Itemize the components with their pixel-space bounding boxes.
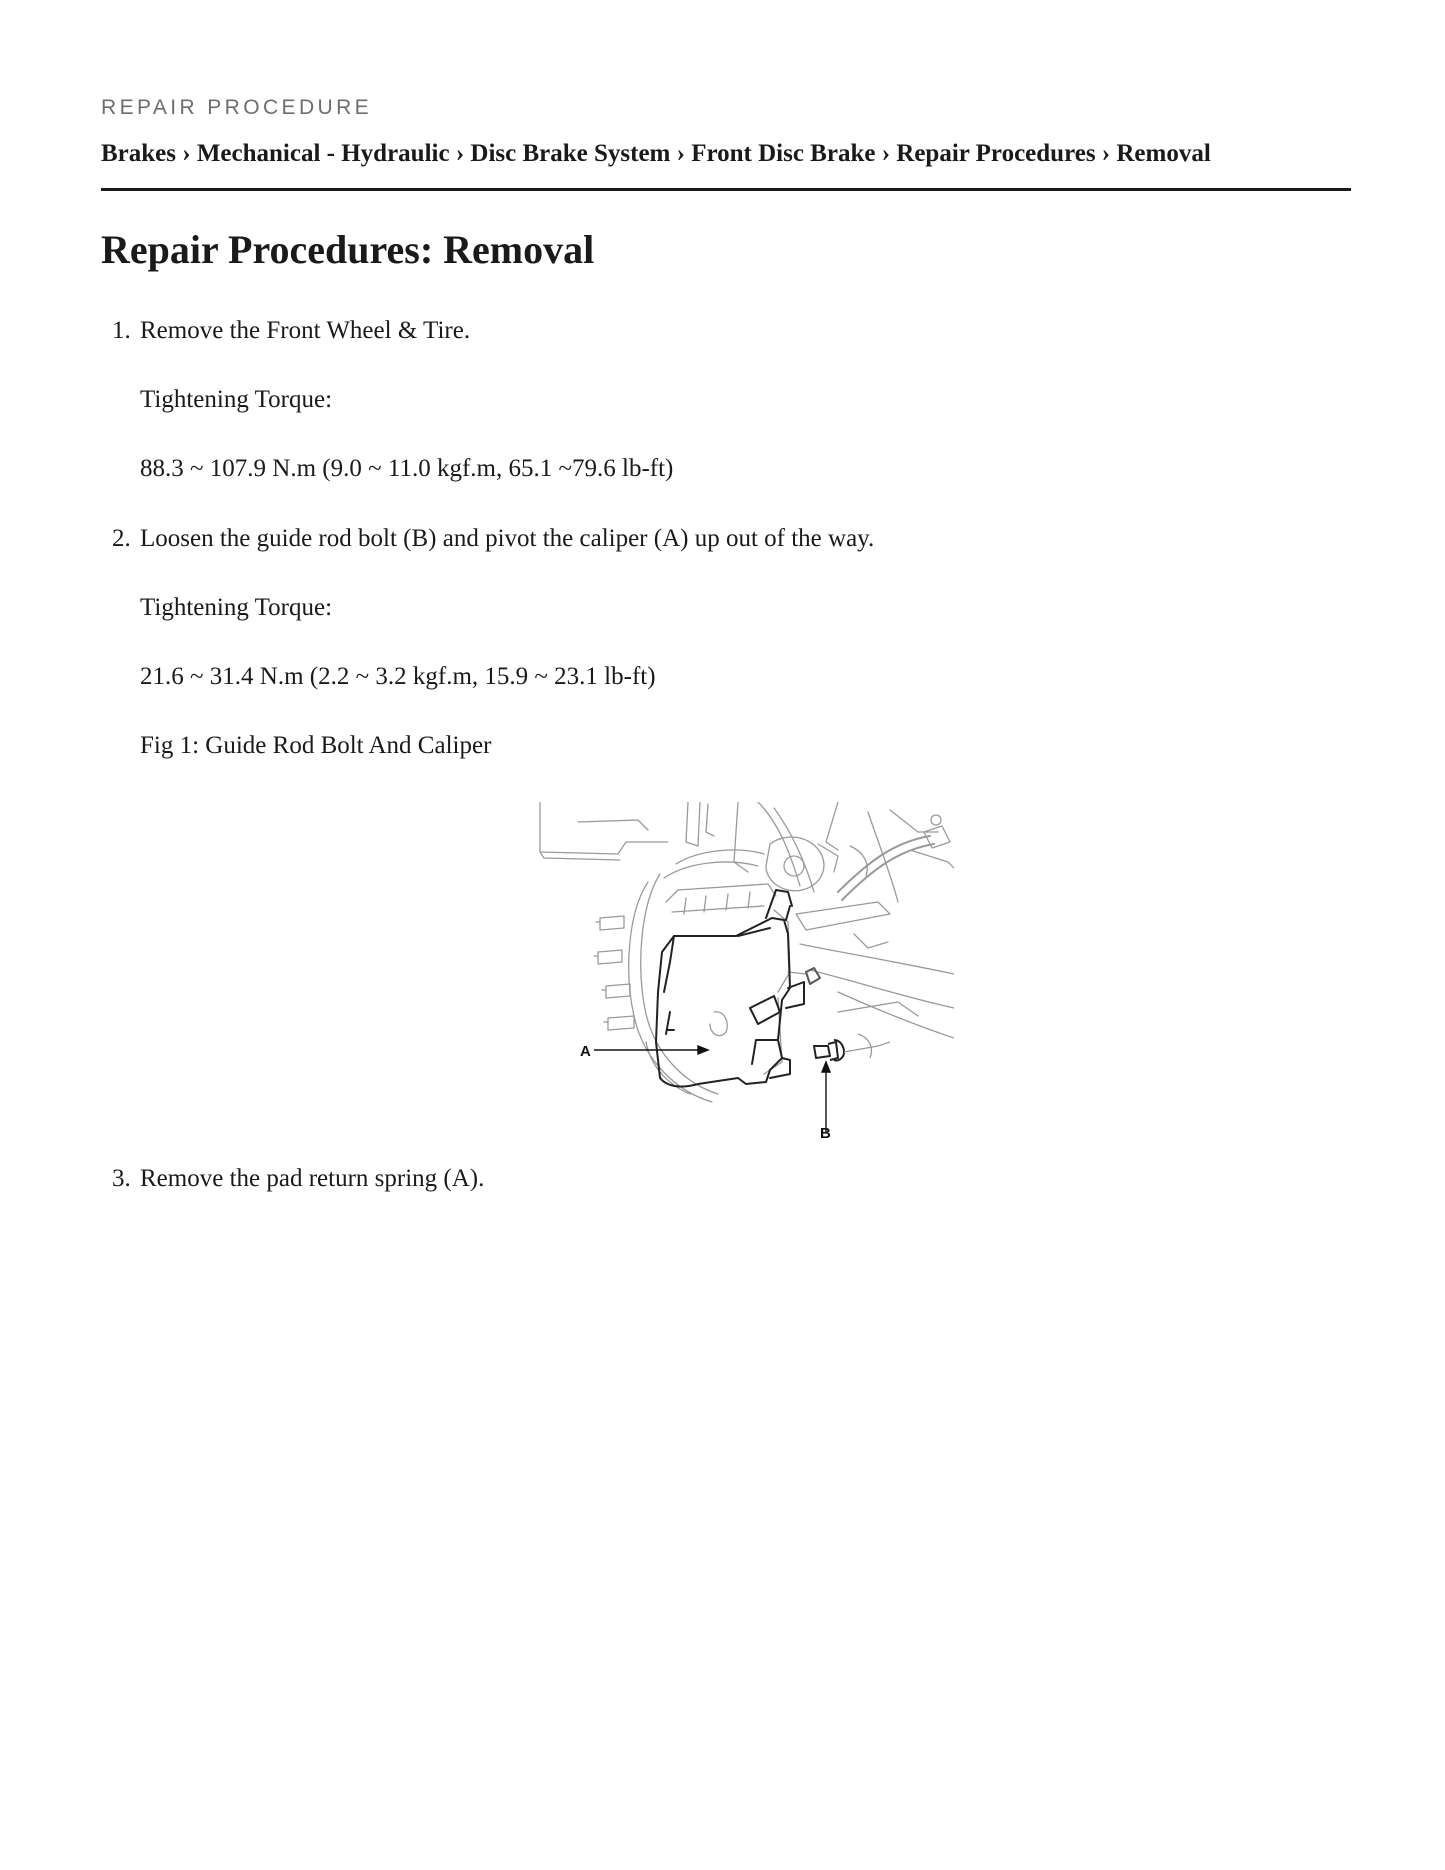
step-1-torque-label: Tightening Torque: xyxy=(140,386,333,413)
page-title: Repair Procedures: Removal xyxy=(101,227,595,272)
section-kicker: REPAIR PROCEDURE xyxy=(101,96,373,119)
caliper-illustration xyxy=(538,802,954,1138)
step-2-number: 2. xyxy=(112,525,131,552)
step-1-text: Remove the Front Wheel & Tire. xyxy=(140,317,471,344)
step-1-number: 1. xyxy=(112,317,131,344)
callout-b-label: B xyxy=(820,1125,831,1138)
breadcrumb: Brakes › Mechanical - Hydraulic › Disc Brake System › Front Disc Brake › Repair Procedures › Removal xyxy=(101,140,1211,167)
step-2-torque-value: 21.6 ~ 31.4 N.m (2.2 ~ 3.2 kgf.m, 15.9 ~ 23.1 lb-ft) xyxy=(140,663,656,690)
step-3-text: Remove the pad return spring (A). xyxy=(140,1165,485,1192)
header-divider xyxy=(101,188,1351,191)
step-3-number: 3. xyxy=(112,1165,131,1192)
callout-a-label: A xyxy=(580,1043,591,1060)
step-1-torque-value: 88.3 ~ 107.9 N.m (9.0 ~ 11.0 kgf.m, 65.1 ~79.6 lb-ft) xyxy=(140,455,674,482)
step-2-text: Loosen the guide rod bolt (B) and pivot the caliper (A) up out of the way. xyxy=(140,525,875,552)
step-2-torque-label: Tightening Torque: xyxy=(140,594,333,621)
figure-caption: Fig 1: Guide Rod Bolt And Caliper xyxy=(140,732,492,759)
caliper-figure xyxy=(538,802,954,1138)
